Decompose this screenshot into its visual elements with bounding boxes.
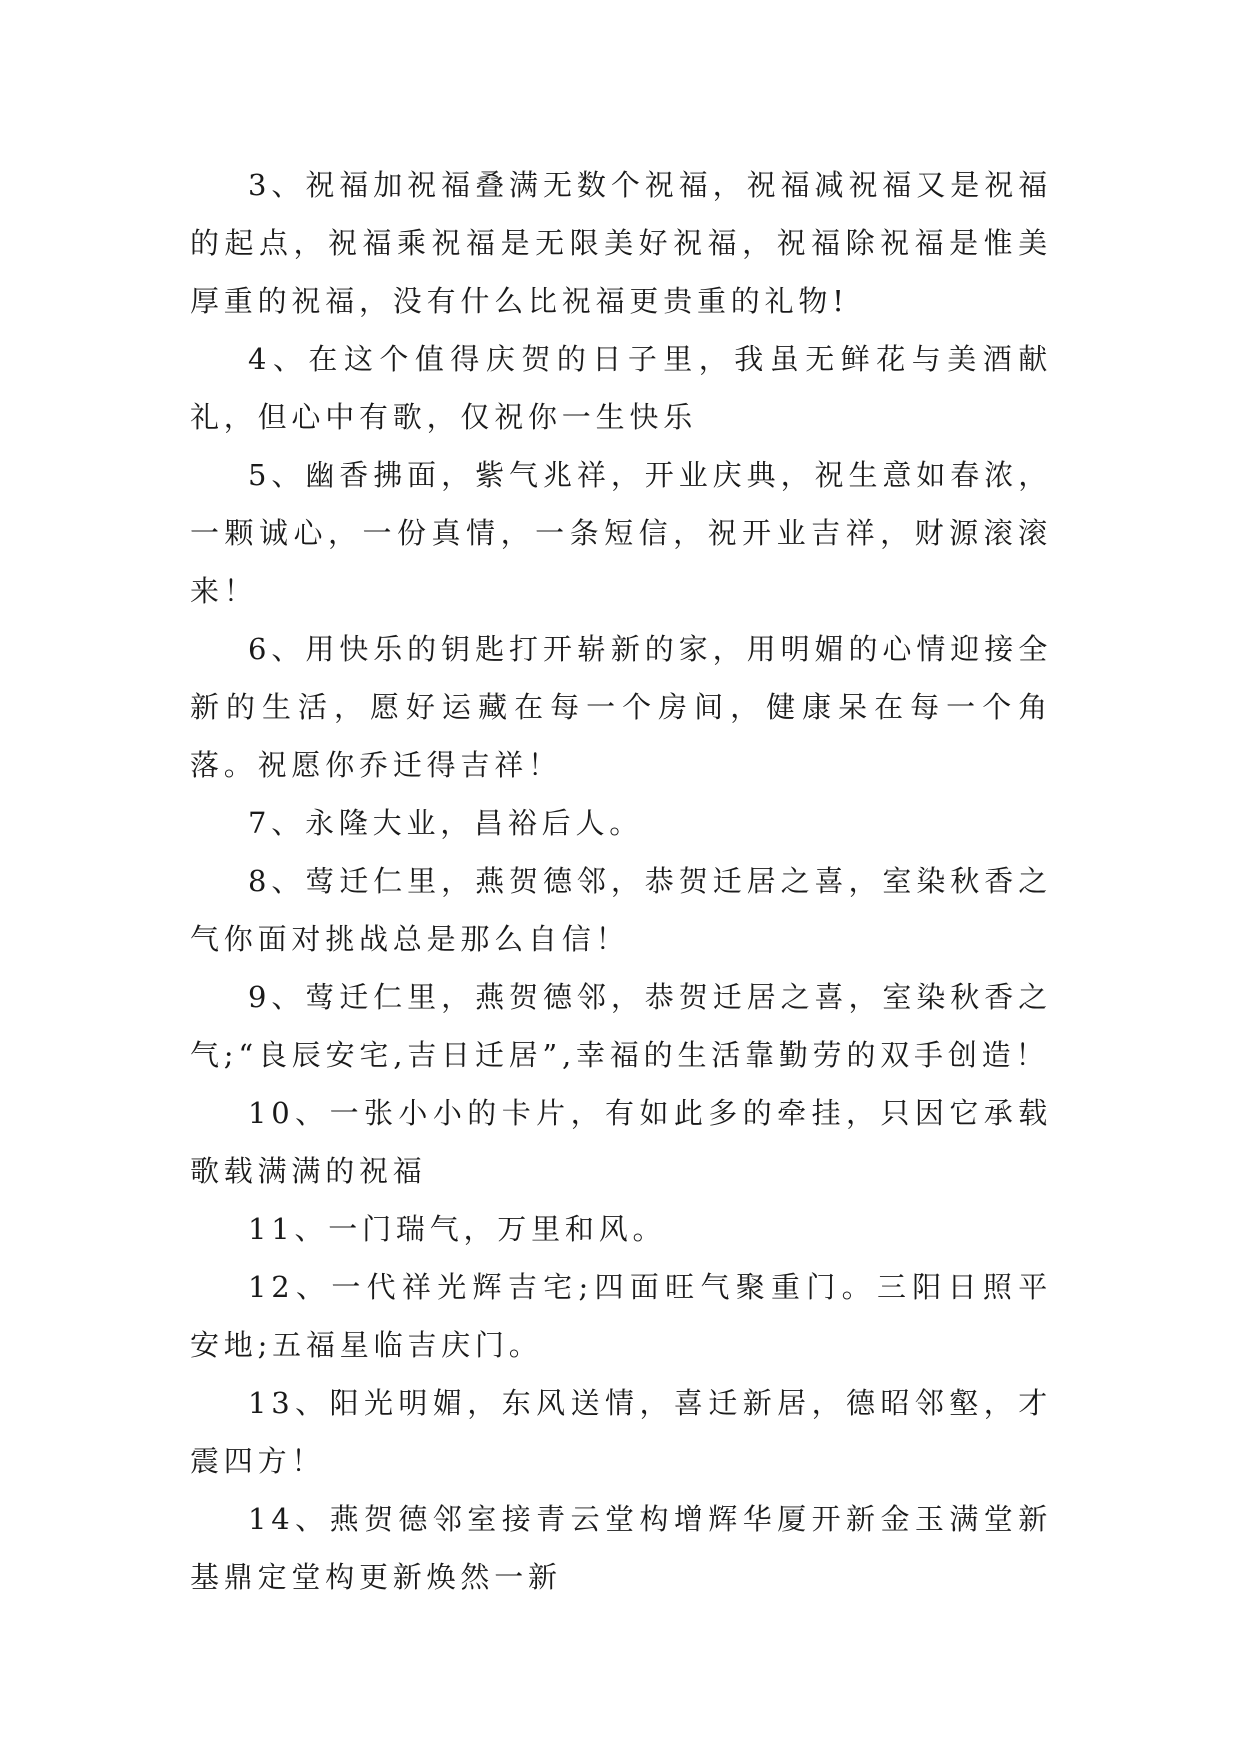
paragraph-9: 9、莺迁仁里，燕贺德邻，恭贺迁居之喜，室染秋香之气;“良辰安宅,吉日迁居”,幸福的生活靠勤劳的双手创造！ <box>190 980 1052 1072</box>
paragraph-5: 5、幽香拂面，紫气兆祥，开业庆典，祝生意如春浓，一颗诚心，一份真情，一条短信，祝开业吉祥，财源滚滚来！ <box>190 458 1052 608</box>
paragraph-13: 13、阳光明媚，东风送情，喜迁新居，德昭邻壑，才震四方！ <box>190 1386 1052 1478</box>
paragraph-12: 12、一代祥光辉吉宅;四面旺气聚重门。三阳日照平安地;五福星临吉庆门。 <box>190 1270 1052 1362</box>
paragraph-7: 7、永隆大业，昌裕后人。 <box>248 806 644 840</box>
paragraph-14: 14、燕贺德邻室接青云堂构增辉华厦开新金玉满堂新基鼎定堂构更新焕然一新 <box>190 1502 1052 1594</box>
paragraph-4: 4、在这个值得庆贺的日子里，我虽无鲜花与美酒献礼，但心中有歌，仅祝你一生快乐 <box>190 342 1052 434</box>
paragraph-3: 3、祝福加祝福叠满无数个祝福，祝福减祝福又是祝福的起点，祝福乘祝福是无限美好祝福，祝福除祝福是惟美厚重的祝福，没有什么比祝福更贵重的礼物! <box>190 168 1052 318</box>
paragraph-6: 6、用快乐的钥匙打开崭新的家，用明媚的心情迎接全新的生活，愿好运藏在每一个房间，健康呆在每一个角落。祝愿你乔迁得吉祥！ <box>190 632 1052 782</box>
paragraph-11: 11、一门瑞气，万里和风。 <box>248 1212 667 1246</box>
document-body <box>190 156 1052 1606</box>
paragraph-10: 10、一张小小的卡片，有如此多的牵挂，只因它承载歌载满满的祝福 <box>190 1096 1052 1188</box>
paragraph-8: 8、莺迁仁里，燕贺德邻，恭贺迁居之喜，室染秋香之气你面对挑战总是那么自信！ <box>190 864 1052 956</box>
